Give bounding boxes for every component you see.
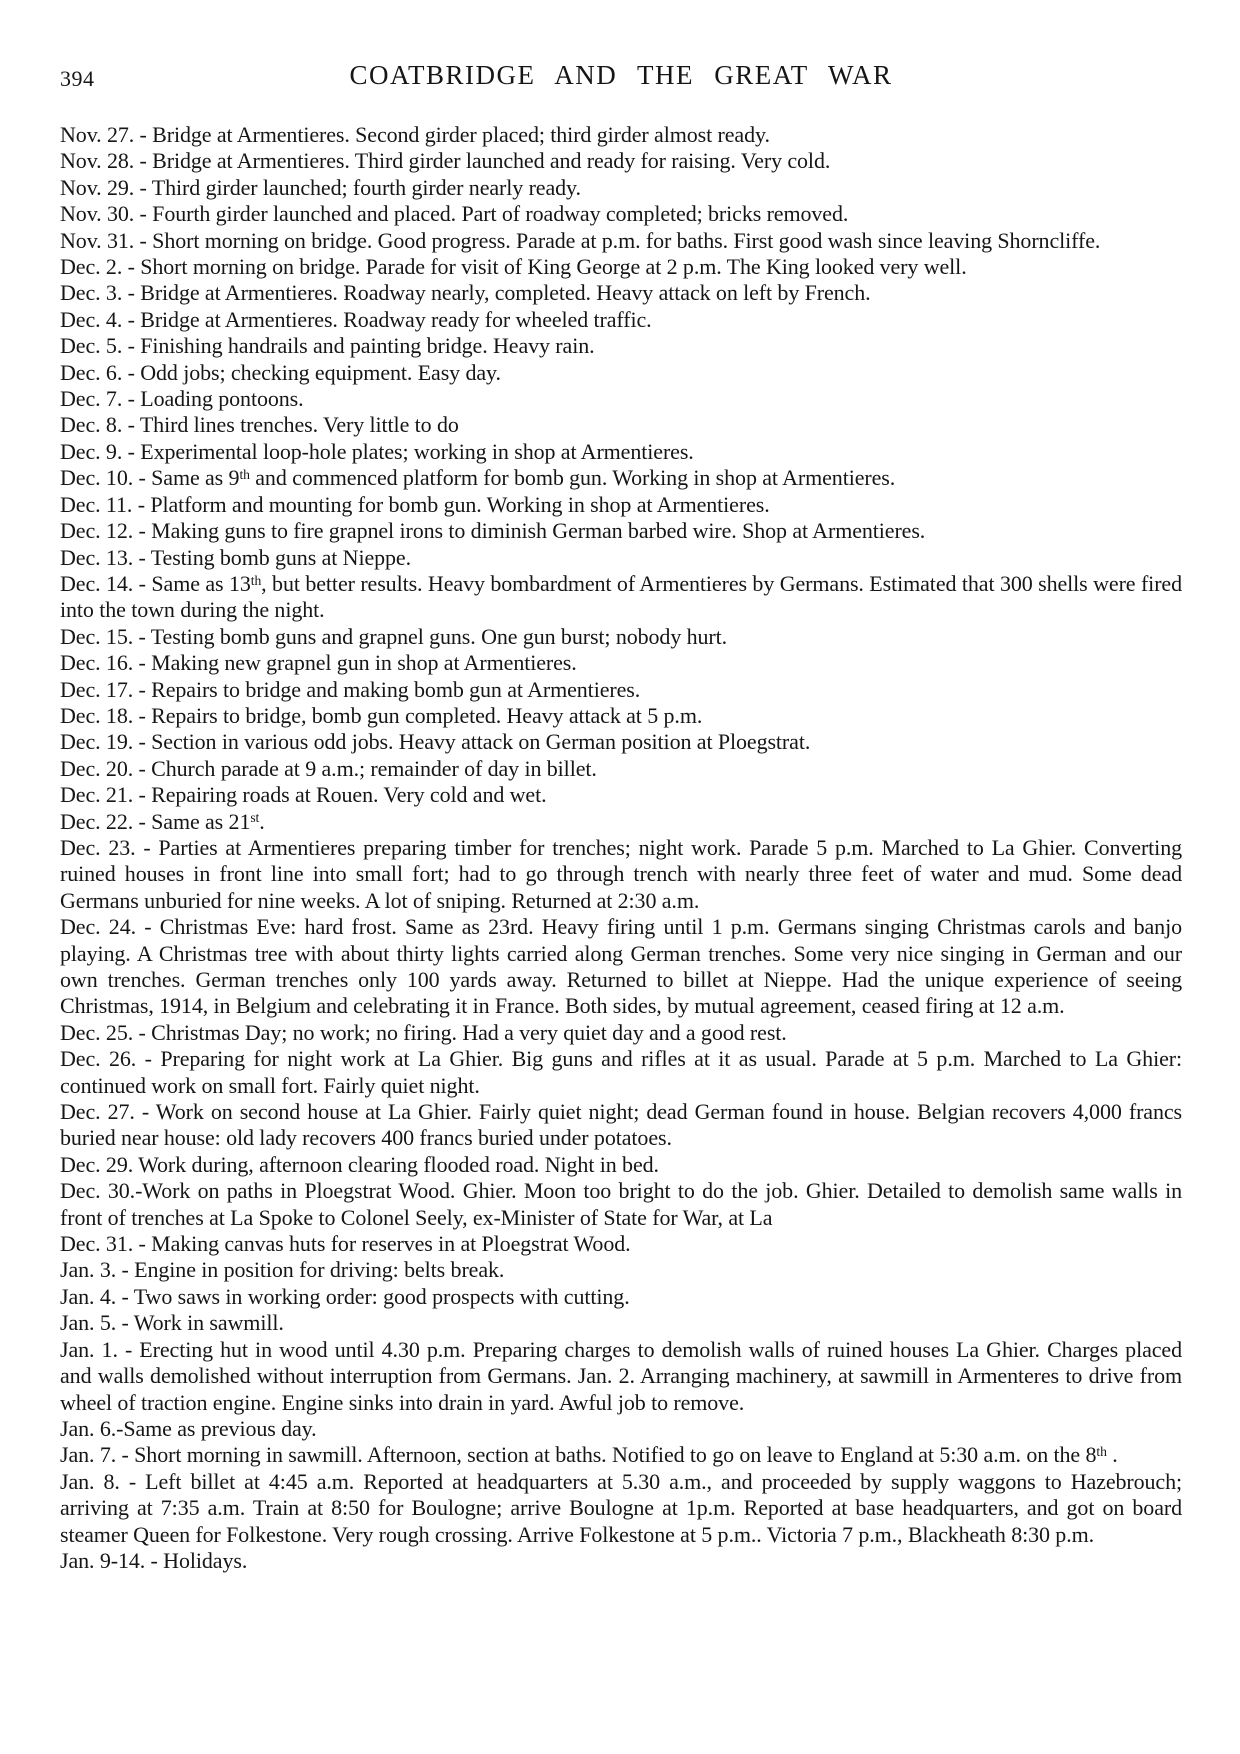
diary-entry: Dec. 18. - Repairs to bridge, bomb gun completed. Heavy attack at 5 p.m. — [60, 702, 703, 728]
diary-entry: Dec. 2. - Short morning on bridge. Parade for visit of King George at 2 p.m. The King looked very well. — [60, 254, 967, 280]
ordinal-superscript: th — [1096, 1444, 1107, 1460]
ordinal-superscript: th — [239, 467, 250, 483]
diary-entry: Dec. 31. - Making canvas huts for reserves in at Ploegstrat Wood. — [60, 1231, 631, 1257]
diary-entry: Jan. 9-14. - Holidays. — [60, 1547, 248, 1573]
diary-entry: Jan. 1. - Erecting hut in wood until 4.30 p.m. Preparing charges to demolish walls of ruined houses La Ghier. Charges placed and walls demolished without interruption from Germans. Jan. 2. Arranging machinery, at sawmill in Armenteres to drive from wheel of traction engine. Engine sinks into drain in yard. Awful job to remove. — [60, 1336, 1182, 1415]
diary-entry: Dec. 13. - Testing bomb guns at Nieppe. — [60, 544, 411, 570]
diary-entry: Dec. 6. - Odd jobs; checking equipment. Easy day. — [60, 359, 501, 385]
ordinal-superscript: th — [250, 572, 262, 588]
diary-entry: Dec. 10. - Same as 9th and commenced platform for bomb gun. Working in shop at Armentieres. — [60, 465, 896, 491]
diary-entry: Dec. 26. - Preparing for night work at La Ghier. Big guns and rifles at it as usual. Parade at 5 p.m. Marched to La Ghier: continued work on small fort. Fairly quiet night. — [60, 1046, 1182, 1098]
page-header — [60, 60, 1182, 96]
page-title: COATBRIDGE AND THE GREAT WAR — [349, 60, 893, 90]
diary-entry: Dec. 27. - Work on second house at La Ghier. Fairly quiet night; dead German found in house. Belgian recovers 4,000 francs buried near house: old lady recovers 400 francs buried under potatoes. — [60, 1099, 1182, 1151]
diary-entry: Dec. 24. - Christmas Eve: hard frost. Same as 23rd. Heavy firing until 1 p.m. Germans singing Christmas carols and banjo playing. A Christmas tree with about thirty lights carried along German trenches. Some very nice singing in German and our own trenches. German trenches only 100 yards away. Returned to billet at Nieppe. Had the unique experience of seeing Christmas, 1914, in Belgium and celebrating it in France. Both sides, by mutual agreement, ceased firing at 12 a.m. — [60, 914, 1182, 1019]
diary-entry: Dec. 12. - Making guns to fire grapnel irons to diminish German barbed wire. Shop at Armentieres. — [60, 518, 926, 544]
diary-entry: Dec. 23. - Parties at Armentieres preparing timber for trenches; night work. Parade 5 p.m. Marched to La Ghier. Converting ruined houses in front line into small fort; had to go through trench with nearly three feet of water and mud. Some dead Germans unburied for nine weeks. A lot of sniping. Returned at 2:30 a.m. — [60, 834, 1182, 913]
diary-entry: Dec. 19. - Section in various odd jobs. Heavy attack on German position at Ploegstrat. — [60, 729, 811, 755]
diary-entry: Dec. 9. - Experimental loop-hole plates; working in shop at Armentieres. — [60, 438, 694, 464]
diary-entry: Dec. 20. - Church parade at 9 a.m.; remainder of day in billet. — [60, 755, 597, 781]
diary-entry: Dec. 11. - Platform and mounting for bomb gun. Working in shop at Armentieres. — [60, 491, 770, 517]
diary-entry: Jan. 5. - Work in sawmill. — [60, 1310, 284, 1336]
diary-entry: Dec. 21. - Repairing roads at Rouen. Very cold and wet. — [60, 782, 547, 808]
diary-entry: Jan. 8. - Left billet at 4:45 a.m. Reported at headquarters at 5.30 a.m., and proceeded by supply waggons to Hazebrouch; arriving at 7:35 a.m. Train at 8:50 for Boulogne; arrive Boulogne at 1p.m. Reported at base headquarters, and got on board steamer Queen for Folkestone. Very rough crossing. Arrive Folkestone at 5 p.m.. Victoria 7 p.m., Blackheath 8:30 p.m. — [60, 1468, 1182, 1547]
diary-entry: Jan. 6.-Same as previous day. — [60, 1415, 317, 1441]
ordinal-superscript: st — [250, 810, 260, 826]
diary-entries — [60, 122, 1182, 1574]
diary-entry: Jan. 4. - Two saws in working order: good prospects with cutting. — [60, 1283, 630, 1309]
diary-entry: Jan. 7. - Short morning in sawmill. Afternoon, section at baths. Notified to go on leave to England at 5:30 a.m. on the 8th . — [60, 1442, 1118, 1468]
diary-entry: Dec. 17. - Repairs to bridge and making bomb gun at Armentieres. — [60, 676, 641, 702]
diary-entry: Nov. 29. - Third girder launched; fourth girder nearly ready. — [60, 174, 581, 200]
diary-entry: Dec. 7. - Loading pontoons. — [60, 386, 304, 412]
diary-entry: Dec. 15. - Testing bomb guns and grapnel guns. One gun burst; nobody hurt. — [60, 623, 728, 649]
diary-entry: Dec. 4. - Bridge at Armentieres. Roadway ready for wheeled traffic. — [60, 306, 652, 332]
diary-entry: Nov. 31. - Short morning on bridge. Good progress. Parade at p.m. for baths. First good wash since leaving Shorncliffe. — [60, 227, 1101, 253]
diary-entry: Dec. 3. - Bridge at Armentieres. Roadway nearly, completed. Heavy attack on left by French. — [60, 280, 871, 306]
page-number: 394 — [60, 66, 95, 91]
diary-entry: Nov. 27. - Bridge at Armentieres. Second girder placed; third girder almost ready. — [60, 122, 770, 147]
diary-entry: Jan. 3. - Engine in position for driving: belts break. — [60, 1257, 505, 1283]
diary-entry: Dec. 16. - Making new grapnel gun in shop at Armentieres. — [60, 650, 577, 676]
diary-entry: Nov. 28. - Bridge at Armentieres. Third girder launched and ready for raising. Very cold. — [60, 148, 831, 174]
diary-entry: Dec. 14. - Same as 13th, but better results. Heavy bombardment of Armentieres by Germans. Estimated that 300 shells were fired into the town during the night. — [60, 570, 1182, 623]
diary-entry: Dec. 25. - Christmas Day; no work; no firing. Had a very quiet day and a good rest. — [60, 1019, 787, 1045]
diary-entry: Dec. 22. - Same as 21st. — [60, 808, 265, 834]
diary-entry: Dec. 5. - Finishing handrails and painting bridge. Heavy rain. — [60, 333, 595, 359]
diary-entry: Dec. 29. Work during, afternoon clearing flooded road. Night in bed. — [60, 1151, 659, 1177]
diary-entry: Dec. 8. - Third lines trenches. Very little to do — [60, 412, 459, 438]
diary-entry: Dec. 30.-Work on paths in Ploegstrat Wood. Ghier. Moon too bright to do the job. Ghier. Detailed to demolish same walls in front of trenches at La Spoke to Colonel Seely, ex-Minister of State for War, at La — [60, 1178, 1182, 1230]
diary-entry: Nov. 30. - Fourth girder launched and placed. Part of roadway completed; bricks removed. — [60, 201, 849, 227]
